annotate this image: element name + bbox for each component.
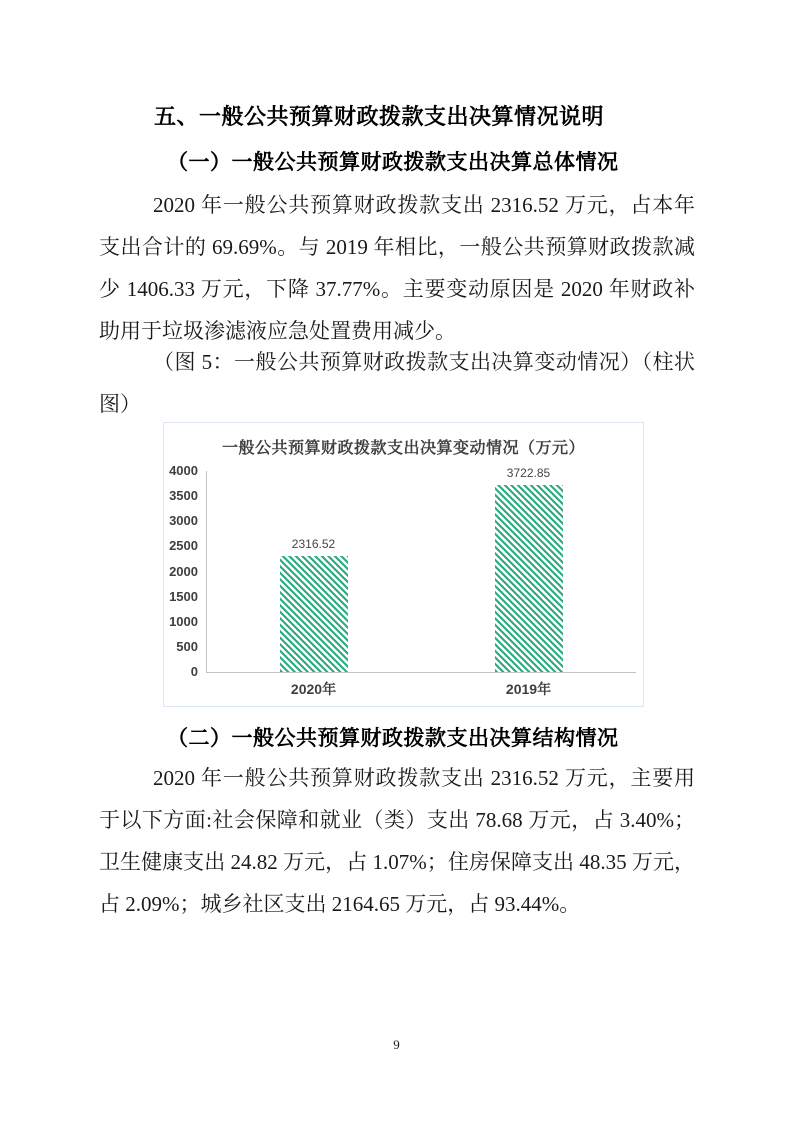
y-tick-label: 3500 <box>169 488 198 504</box>
bar-value-label: 2316.52 <box>291 537 336 551</box>
page-number: 9 <box>393 1037 400 1052</box>
figure-caption: （图 5：一般公共预算财政拨款支出决算变动情况）（柱状图） <box>99 350 695 416</box>
figure5-bar-chart <box>163 422 644 707</box>
chart-title: 一般公共预算财政拨款支出决算变动情况（万元） <box>221 440 585 457</box>
y-tick-label: 2500 <box>169 538 198 554</box>
bar-2019年 <box>495 485 563 672</box>
y-tick-label: 2000 <box>169 563 198 579</box>
paragraph-overview: 2020 年一般公共预算财政拨款支出 2316.52 万元，占本年支出合计的 69.69%。与 2019 年相比，一般公共预算财政拨款减少 1406.33 万元，下降 37.77%。主要变动原因是 2020 年财政补助用于垃圾渗滤液应急处置费用减少。 <box>99 193 695 343</box>
y-tick-label: 4000 <box>169 463 198 478</box>
y-tick-label: 0 <box>190 664 198 679</box>
y-tick-label: 1500 <box>169 588 198 604</box>
x-axis-line <box>206 672 636 673</box>
y-axis-line <box>206 471 207 672</box>
y-tick-label: 1000 <box>169 613 198 629</box>
y-tick-label: 3000 <box>169 513 198 529</box>
bar-value-label: 3722.85 <box>506 466 551 480</box>
x-axis-label: 2020年 <box>290 681 337 697</box>
subsection-heading-structure: （二）一般公共预算财政拨款支出决算结构情况 <box>167 726 619 750</box>
y-tick-label: 500 <box>176 638 198 654</box>
paragraph-structure: 2020 年一般公共预算财政拨款支出 2316.52 万元，主要用于以下方面:社会保障和就业（类）支出 78.68 万元，占 3.40%；卫生健康支出 24.82 万元，占 1.07%；住房保障支出 48.35 万元，占 2.09%；城乡社区支出 2164.65 万元，占 93.44%。 <box>99 766 695 916</box>
x-axis-label: 2019年 <box>505 681 552 697</box>
bar-2020年 <box>280 556 348 672</box>
subsection-heading-overview: （一）一般公共预算财政拨款支出决算总体情况 <box>167 150 619 174</box>
section-heading: 五、一般公共预算财政拨款支出决算情况说明 <box>154 104 605 129</box>
